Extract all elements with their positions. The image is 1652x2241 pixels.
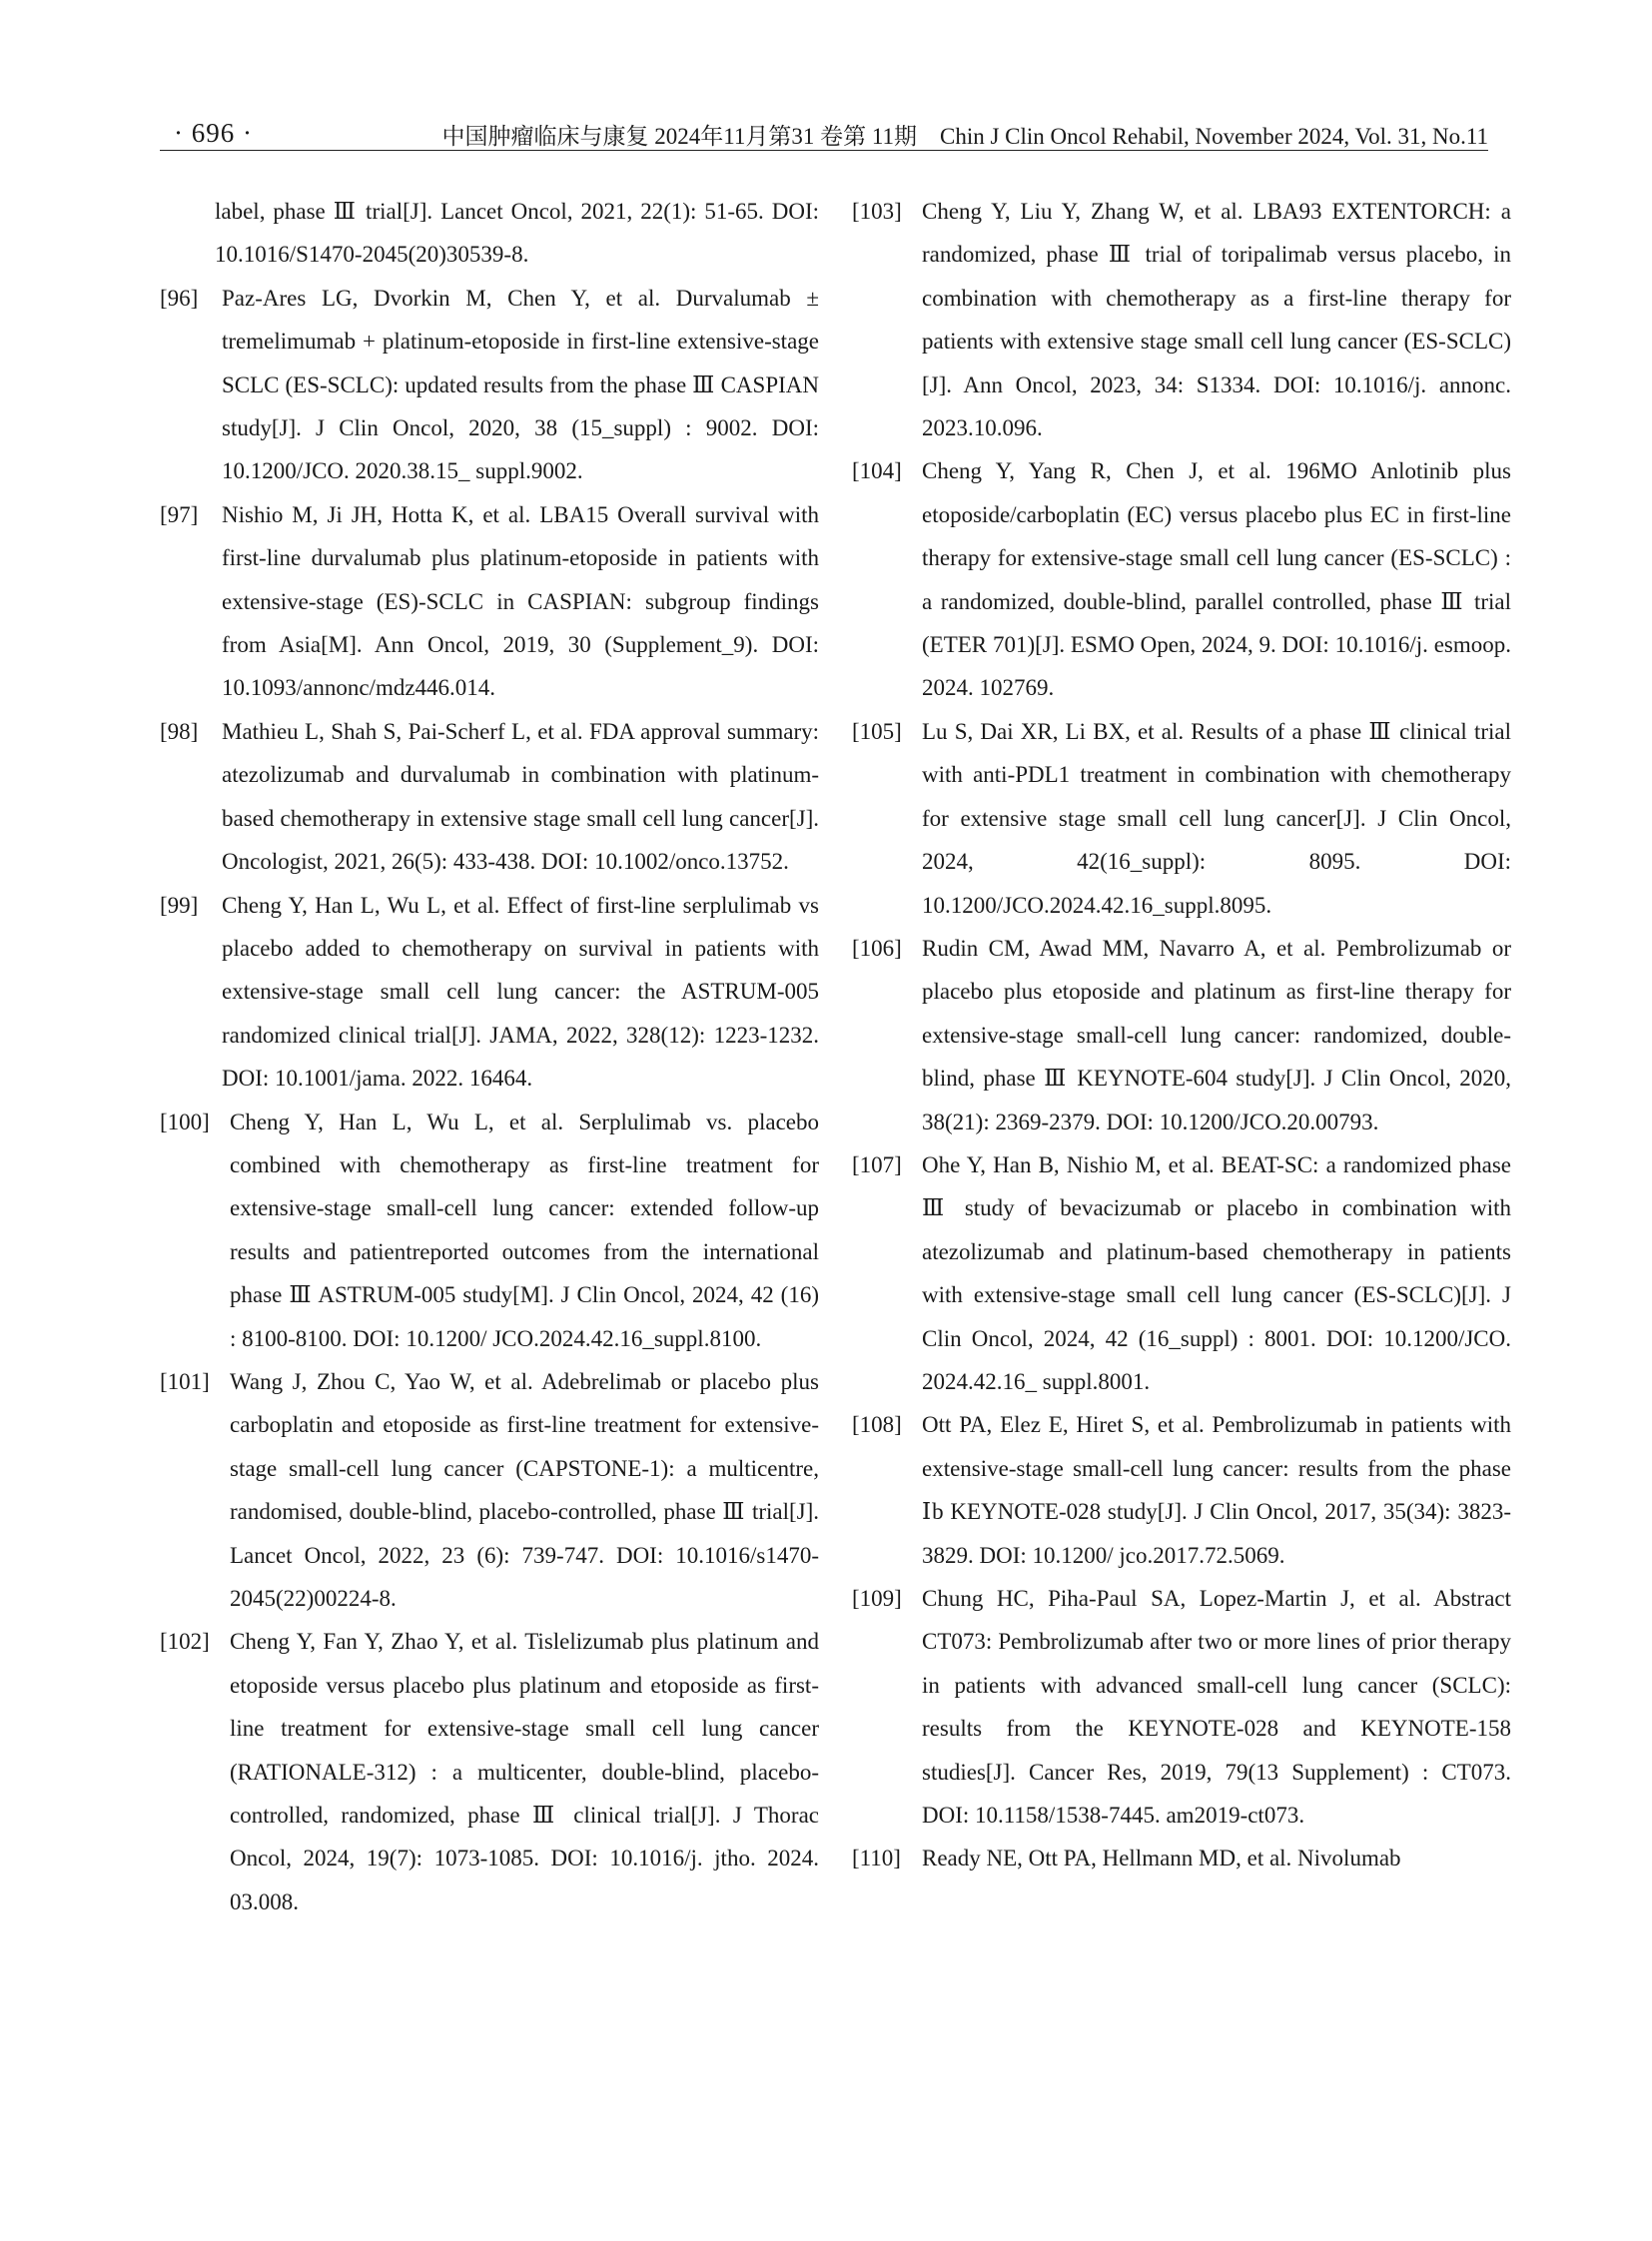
reference-text: Cheng Y, Liu Y, Zhang W, et al. LBA93 EXTENTORCH: a randomized, phase Ⅲ trial of toripalimab versus placebo, in combination with chemotherapy as a first-line therapy for patients with extensive stage small cell lung cancer (ES-SCLC)[J]. Ann Oncol, 2023, 34: S1334. DOI: 10.1016/j. annonc. 2023.10.096.	[922, 199, 1511, 441]
reference-item	[852, 190, 1511, 449]
reference-item	[160, 1101, 819, 1360]
reference-text: Cheng Y, Yang R, Chen J, et al. 196MO Anlotinib plus etoposide/carboplatin (EC) versus placebo plus EC in first-line therapy for extensive-stage small cell lung cancer (ES-SCLC) : a randomized, double-blind, parallel controlled, phase Ⅲ trial (ETER 701)[J]. ESMO Open, 2024, 9. DOI: 10.1016/j. esmoop. 2024. 102769.	[922, 458, 1511, 701]
reference-number: [107]	[852, 1151, 902, 1177]
reference-number: [103]	[852, 199, 902, 224]
reference-continuation	[160, 190, 819, 277]
reference-number: [108]	[852, 1412, 902, 1438]
reference-item	[160, 710, 819, 884]
reference-number: [98]	[160, 718, 199, 744]
reference-item	[852, 1143, 1511, 1403]
reference-text: Chung HC, Piha-Paul SA, Lopez-Martin J, et al. Abstract CT073: Pembrolizumab after two or more lines of prior therapy in patients with advanced small-cell lung cancer (SCLC): results from the KEYNOTE-028 and KEYNOTE-158 studies[J]. Cancer Res, 2019, 79(13 Supplement) : CT073. DOI: 10.1158/1538-7445. am2019-ct073.	[922, 1586, 1511, 1829]
reference-number: [104]	[852, 458, 902, 484]
reference-number: [96]	[160, 285, 199, 311]
reference-number: [97]	[160, 501, 199, 527]
right-column	[852, 190, 1511, 1880]
reference-item	[160, 1620, 819, 1923]
reference-text: Ott PA, Elez E, Hiret S, et al. Pembrolizumab in patients with extensive-stage small-cell lung cancer: results from the phase Ⅰb KEYNOTE-028 study[J]. J Clin Oncol, 2017, 35(34): 3823-3829. DOI: 10.1200/ jco.2017.72.5069.	[922, 1412, 1511, 1568]
reference-number: [109]	[852, 1586, 902, 1611]
left-column	[160, 190, 819, 1923]
reference-number: [102]	[160, 1629, 210, 1655]
reference-text: Cheng Y, Fan Y, Zhao Y, et al. Tislelizumab plus platinum and etoposide versus placebo plus platinum and etoposide as first-line treatment for extensive-stage small cell lung cancer (RATIONALE-312) : a multicenter, double-blind, placebo-controlled, randomized, phase Ⅲ clinical trial[J]. J Thorac Oncol, 2024, 19(7): 1073-1085. DOI: 10.1016/j. jtho. 2024. 03.008.	[230, 1629, 819, 1914]
reference-text: Lu S, Dai XR, Li BX, et al. Results of a phase Ⅲ clinical trial with anti-PDL1 treatment in combination with chemotherapy for extensive stage small cell lung cancer[J]. J Clin Oncol, 2024, 42(16_suppl): 8095. DOI: 10.1200/JCO.2024.42.16_suppl.8095.	[922, 718, 1511, 918]
reference-text: Rudin CM, Awad MM, Navarro A, et al. Pembrolizumab or placebo plus etoposide and platinum as first-line therapy for extensive-stage small-cell lung cancer: randomized, double-blind, phase Ⅲ KEYNOTE-604 study[J]. J Clin Oncol, 2020, 38(21): 2369-2379. DOI: 10.1200/JCO.20.00793.	[922, 935, 1511, 1134]
reference-text: Paz-Ares LG, Dvorkin M, Chen Y, et al. Durvalumab ± tremelimumab + platinum-etoposide in first-line extensive-stage SCLC (ES-SCLC): updated results from the phase Ⅲ CASPIAN study[J]. J Clin Oncol, 2020, 38 (15_suppl) : 9002. DOI: 10.1200/JCO. 2020.38.15_ suppl.9002.	[222, 285, 819, 484]
reference-item	[160, 277, 819, 493]
reference-text: Cheng Y, Han L, Wu L, et al. Effect of first-line serplulimab vs placebo added to chemotherapy on survival in patients with extensive-stage small cell lung cancer: the ASTRUM-005 randomized clinical trial[J]. JAMA, 2022, 328(12): 1223-1232. DOI: 10.1001/jama. 2022. 16464.	[222, 892, 819, 1092]
reference-number: [110]	[852, 1846, 901, 1871]
reference-item	[160, 493, 819, 710]
reference-number: [105]	[852, 718, 902, 744]
reference-text: Cheng Y, Han L, Wu L, et al. Serplulimab vs. placebo combined with chemotherapy as first-line treatment for extensive-stage small-cell lung cancer: extended follow-up results and patientreported outcomes from the international phase Ⅲ ASTRUM-005 study[M]. J Clin Oncol, 2024, 42 (16) : 8100-8100. DOI: 10.1200/ JCO.2024.42.16_suppl.8100.	[230, 1109, 819, 1351]
reference-text: Wang J, Zhou C, Yao W, et al. Adebrelimab or placebo plus carboplatin and etoposide as first-line treatment for extensive-stage small-cell lung cancer (CAPSTONE-1): a multicentre, randomised, double-blind, placebo-controlled, phase Ⅲ trial[J]. Lancet Oncol, 2022, 23 (6): 739-747. DOI: 10.1016/s1470-2045(22)00224-8.	[230, 1368, 819, 1611]
reference-number: [100]	[160, 1109, 210, 1134]
reference-text: Nishio M, Ji JH, Hotta K, et al. LBA15 Overall survival with first-line durvalumab plus platinum-etoposide in patients with extensive-stage (ES)-SCLC in CASPIAN: subgroup findings from Asia[M]. Ann Oncol, 2019, 30 (Supplement_9). DOI: 10.1093/annonc/mdz446.014.	[222, 501, 819, 701]
reference-text: Ready NE, Ott PA, Hellmann MD, et al. Nivolumab	[922, 1846, 1401, 1871]
reference-number: [101]	[160, 1368, 210, 1394]
reference-number: [99]	[160, 892, 199, 918]
page-header	[160, 110, 1488, 151]
reference-item	[852, 1837, 1511, 1879]
reference-number: [106]	[852, 935, 902, 961]
reference-item	[852, 710, 1511, 927]
reference-item	[160, 884, 819, 1101]
reference-item	[852, 927, 1511, 1143]
reference-item	[852, 1577, 1511, 1837]
reference-item	[852, 1403, 1511, 1577]
reference-text: label, phase Ⅲ trial[J]. Lancet Oncol, 2021, 22(1): 51-65. DOI: 10.1016/S1470-2045(20)30539-8.	[215, 199, 819, 268]
page-number: · 696 ·	[174, 118, 253, 148]
journal-running-head: 中国肿瘤临床与康复 2024年11月第31 卷第 11期 Chin J Clin Oncol Rehabil, November 2024, Vol. 31, No.11	[441, 124, 1488, 149]
reference-text: Ohe Y, Han B, Nishio M, et al. BEAT-SC: a randomized phase Ⅲ study of bevacizumab or placebo in combination with atezolizumab and platinum-based chemotherapy in patients with extensive-stage small cell lung cancer (ES-SCLC)[J]. J Clin Oncol, 2024, 42 (16_suppl) : 8001. DOI: 10.1200/JCO. 2024.42.16_ suppl.8001.	[922, 1151, 1511, 1394]
reference-item	[160, 1360, 819, 1620]
reference-text: Mathieu L, Shah S, Pai-Scherf L, et al. FDA approval summary: atezolizumab and durvalumab in combination with platinum-based chemotherapy in extensive stage small cell lung cancer[J]. Oncologist, 2021, 26(5): 433-438. DOI: 10.1002/onco.13752.	[222, 718, 819, 875]
reference-item	[852, 449, 1511, 709]
